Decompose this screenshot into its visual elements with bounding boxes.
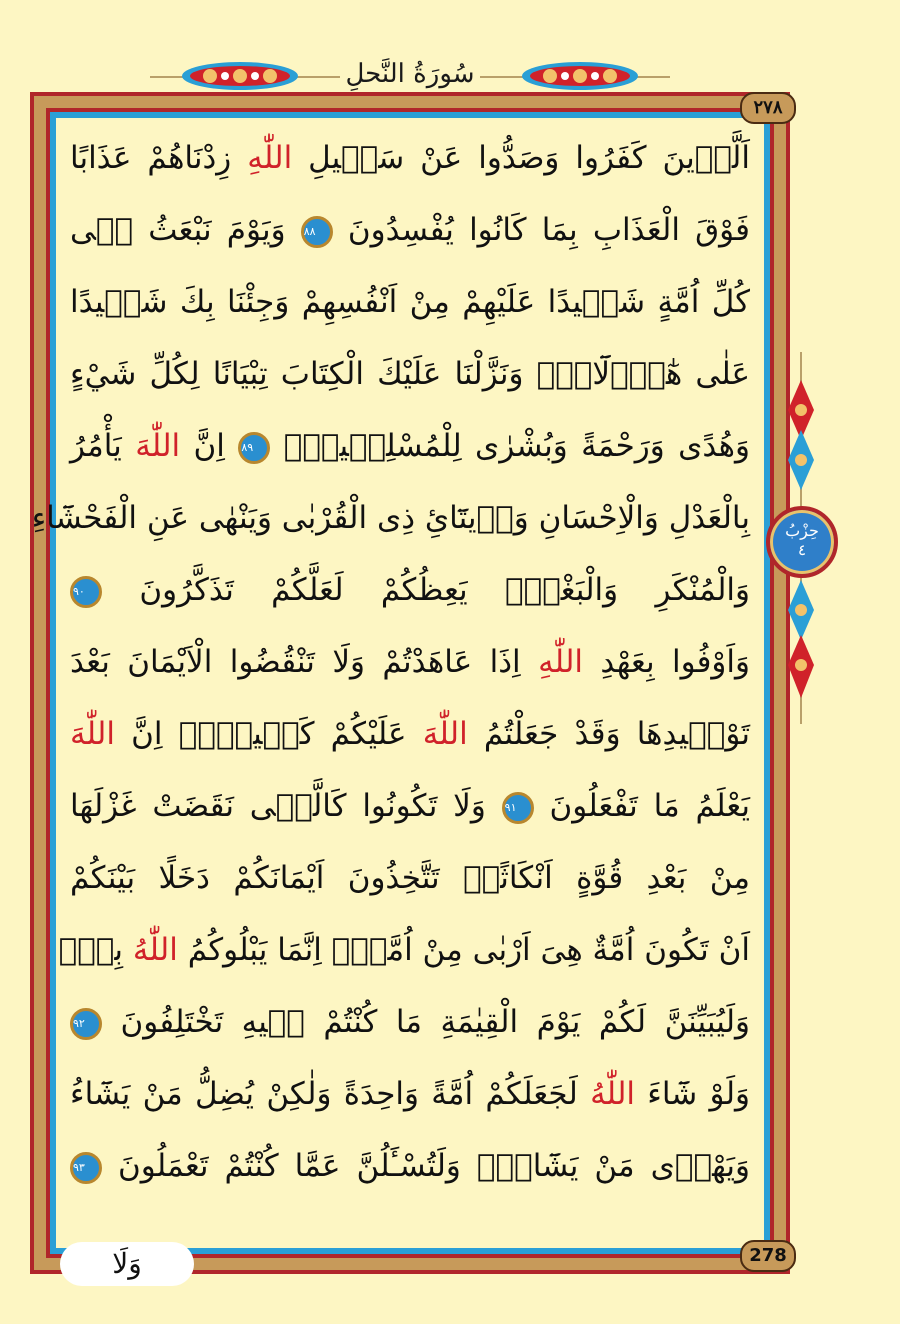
ayah-number-marker: ٩٢ bbox=[70, 1008, 102, 1040]
header-ornament-left-icon bbox=[180, 58, 300, 94]
verse-text: كُلِّ اُمَّةٍ شَهٖيدًا عَلَيْهِمْ مِنْ اَنْفُسِهِمْ وَجِئْنَا بِكَ شَهٖيدًا bbox=[70, 284, 750, 320]
side-ornament-top-icon bbox=[786, 380, 816, 500]
text-line bbox=[70, 200, 750, 260]
text-line bbox=[70, 344, 750, 404]
verse-text: وَالْمُنْكَرِ وَالْبَغْيِۚ يَعِظُكُمْ لَعَلَّكُمْ تَذَكَّرُونَ bbox=[102, 572, 750, 608]
verse-text: زِدْنَاهُمْ عَذَابًا bbox=[70, 140, 248, 176]
verse-text: مِنْ بَعْدِ قُوَّةٍ اَنْكَاثًاۜ تَتَّخِذُونَ اَيْمَانَكُمْ دَخَلًا بَيْنَكُمْ bbox=[70, 860, 750, 896]
text-line bbox=[70, 704, 750, 764]
ayah-number-marker: ٩٣ bbox=[70, 1152, 102, 1184]
divine-name: اللّٰهِ bbox=[538, 644, 584, 680]
verse-text: وَلَوْ شَٓاءَ bbox=[635, 1076, 750, 1112]
surah-title: سُورَةُ النَّحلِ bbox=[340, 56, 480, 92]
text-line bbox=[70, 560, 750, 620]
side-ornament-bottom-icon bbox=[786, 580, 816, 698]
text-line bbox=[70, 776, 750, 836]
verse-text: يَعْلَمُ مَا تَفْعَلُونَ bbox=[533, 788, 750, 824]
text-line bbox=[70, 416, 750, 476]
ayah-number-marker: ٨٨ bbox=[301, 216, 333, 248]
verse-text: فَوْقَ الْعَذَابِ بِمَا كَانُوا يُفْسِدُونَ bbox=[332, 212, 750, 248]
verse-text: اَنْ تَكُونَ اُمَّةٌ هِىَ اَرْبٰى مِنْ اُمَّةٍۜ اِنَّمَا يَبْلُوكُمُ bbox=[177, 932, 750, 968]
text-line bbox=[70, 1136, 750, 1196]
text-line bbox=[70, 992, 750, 1052]
page-number-arabic: ٢٧٨ bbox=[740, 92, 796, 124]
verse-text: وَلَا تَكُونُوا كَالَّتٖى نَقَضَتْ غَزْلَهَا bbox=[70, 788, 502, 824]
ayah-number-marker: ٩١ bbox=[502, 792, 534, 824]
verse-text: وَيَهْدٖى مَنْ يَشَٓاءُۜ وَلَتُسْـَٔلُنَّ عَمَّا كُنْتُمْ تَعْمَلُونَ bbox=[102, 1148, 750, 1184]
divine-name: اللّٰهَ bbox=[422, 716, 468, 752]
divine-name: اللّٰهِ bbox=[247, 140, 293, 176]
verse-text: تَوْكٖيدِهَا وَقَدْ جَعَلْتُمُ bbox=[467, 716, 751, 752]
catchword: وَلَا bbox=[60, 1242, 194, 1286]
text-line bbox=[70, 272, 750, 332]
text-line bbox=[70, 1064, 750, 1124]
verse-text: اِذَا عَاهَدْتُمْ وَلَا تَنْقُضُوا الْاَيْمَانَ بَعْدَ bbox=[70, 644, 539, 680]
verse-text: بِالْعَدْلِ وَالْاِحْسَانِ وَاٖيتَٓائِ ذِى الْقُرْبٰى وَيَنْهٰى عَنِ الْفَحْشَٓاءِ bbox=[31, 500, 750, 536]
text-line bbox=[31, 488, 750, 548]
page-number: 278 bbox=[740, 1240, 796, 1272]
verse-text: وَاَوْفُوا بِعَهْدِ bbox=[583, 644, 750, 680]
verse-text: عَلَيْكُمْ كَفٖيلًاۜ اِنَّ bbox=[114, 716, 423, 752]
text-line bbox=[70, 128, 750, 188]
ayah-number-marker: ٨٩ bbox=[238, 432, 270, 464]
hizb-number: ٤ bbox=[797, 541, 807, 559]
ayah-number-marker: ٩٠ bbox=[70, 576, 102, 608]
verse-text: وَيَوْمَ نَبْعَثُ فٖى bbox=[70, 212, 301, 248]
verse-text: يَأْمُرُ bbox=[70, 428, 136, 464]
hizb-marker bbox=[766, 506, 838, 578]
text-line bbox=[70, 632, 750, 692]
verse-text: بِهٖۜ bbox=[58, 932, 133, 968]
divine-name: اللّٰهُ bbox=[132, 932, 178, 968]
verse-text: وَلَيُبَيِّنَنَّ لَكُمْ يَوْمَ الْقِيٰمَةِ مَا كُنْتُمْ فٖيهِ تَخْتَلِفُونَ bbox=[102, 1004, 750, 1040]
verse-text: وَهُدًى وَرَحْمَةً وَبُشْرٰى لِلْمُسْلِمٖينَ۟ bbox=[270, 428, 750, 464]
header-ornament-right-icon bbox=[520, 58, 640, 94]
text-line bbox=[70, 848, 750, 908]
hizb-label: حِزْبُ bbox=[785, 521, 819, 540]
divine-name: اللّٰهَ bbox=[135, 428, 181, 464]
text-line bbox=[58, 920, 750, 980]
verse-text: لَجَعَلَكُمْ اُمَّةً وَاحِدَةً وَلٰكِنْ يُضِلُّ مَنْ يَشَٓاءُ bbox=[70, 1076, 591, 1112]
verse-text: عَلٰى هٰٓؤُ۬لَٓاءِۜ وَنَزَّلْنَا عَلَيْكَ الْكِتَابَ تِبْيَانًا لِكُلِّ شَيْءٍ bbox=[70, 356, 750, 392]
divine-name: اللّٰهُ bbox=[590, 1076, 636, 1112]
verse-text: اِنَّ bbox=[180, 428, 239, 464]
divine-name: اللّٰهَ bbox=[70, 716, 115, 752]
verse-text: اَلَّذٖينَ كَفَرُوا وَصَدُّوا عَنْ سَبٖيلِ bbox=[292, 140, 750, 176]
